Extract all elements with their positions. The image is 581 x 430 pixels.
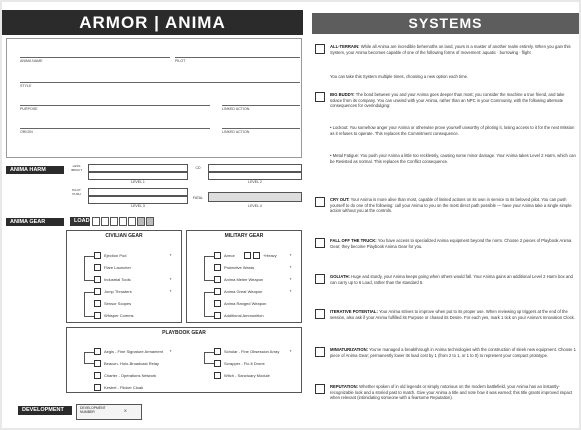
development-number-value[interactable]: X — [124, 408, 127, 413]
harm-box-2a[interactable] — [208, 164, 302, 172]
civilian-load-mark-1: ▪ — [170, 252, 172, 257]
load-box-2[interactable] — [101, 217, 109, 226]
system-miniaturization-text: You've managed a breakthrough in Anima technologies with the construction of sleek new equipment. Choose 1 piece of Anima Gear; permanently lower its load cost by 1 (from 2 to 1, or 1 to 0) to represent your compact prototype. — [330, 347, 576, 358]
military-check-1[interactable] — [214, 252, 221, 259]
playbook-right-check-1[interactable] — [214, 348, 221, 355]
military-check-3[interactable] — [214, 276, 221, 283]
system-big-buddy-fatigue — [330, 153, 576, 164]
less-impact-label: LESS IMPACT — [70, 164, 83, 172]
military-item-4: Anima Great Weapon — [224, 289, 263, 294]
civilian-load-mark-3: ▪ — [170, 288, 172, 293]
purpose-label: PURPOSE — [20, 107, 38, 111]
civilian-check-6[interactable] — [94, 312, 101, 319]
fatal-label: FATAL — [192, 196, 204, 200]
playbook-right-check-3[interactable] — [214, 372, 221, 379]
load-box-3[interactable] — [110, 217, 118, 226]
system-big-buddy — [330, 92, 576, 109]
civilian-item-5: Sensor Scopes — [104, 301, 132, 306]
harm-box-2b[interactable] — [208, 172, 302, 180]
harm-box-4[interactable] — [208, 192, 302, 202]
system-check-miniaturization[interactable] — [315, 347, 325, 357]
systems-title: SYSTEMS — [312, 13, 579, 34]
system-big-buddy-lockout-text: • Lockout: You somehow anger your Anima or otherwise prove yourself unworthy of piloting it, losing access to it for the next Mission as it refuses to operate. This replaces the Commitment consequence. — [330, 125, 575, 136]
system-reputation-text: Whether spoken of in old legends or simply notorious on the modern battlefield, your Anima has an instantly-recognizable look and a storied past to match. Give your Anima a title and note how it was earned; this title grants improved impact when relevant (intimidating someone with a fearsome Reputation). — [330, 384, 573, 400]
harm-box-3b[interactable] — [88, 196, 188, 204]
harm-level-4: LEVEL 4 — [248, 204, 262, 208]
system-cry-out — [330, 197, 576, 214]
civilian-check-4[interactable] — [94, 288, 101, 295]
civilian-item-1: Ejection Pod — [104, 253, 127, 258]
harm-level-2: LEVEL 2 — [248, 180, 262, 184]
system-fall-off-the-truck-text: You have access to specialized Anima equipment beyond the norm. Choose 2 pieces of Playbook Anima Gear; they become Playbook Anima Gear for you. — [330, 238, 572, 249]
system-all-terrain — [330, 44, 576, 55]
system-check-all-terrain[interactable] — [315, 44, 325, 54]
harm-level-1: LEVEL 1 — [131, 180, 145, 184]
system-check-big-buddy[interactable] — [315, 92, 325, 102]
playbook-left-item-2: Beacon- Holo-Broadcast Relay — [104, 361, 159, 366]
military-load-mark-4: ▪ — [290, 288, 292, 293]
load-box-4[interactable] — [119, 217, 127, 226]
military-item-1: Armor — [224, 253, 235, 258]
system-reputation-name: REPUTATION: — [330, 384, 358, 389]
system-check-cry-out[interactable] — [315, 197, 325, 207]
anima-gear-header: ANIMA GEAR — [6, 218, 64, 226]
military-gear-heading: MILITARY GEAR — [224, 233, 264, 239]
identity-panel — [6, 38, 302, 158]
playbook-right-item-2: Scrapper - Fix-It Drone — [224, 361, 265, 366]
system-cry-out-name: CRY OUT: — [330, 197, 350, 202]
civilian-check-1[interactable] — [94, 252, 101, 259]
system-goliath — [330, 274, 576, 285]
playbook-left-item-4: Kestrel - Flicker Cloak — [104, 385, 144, 390]
playbook-right-item-3: Witch - Sanctuary Module — [224, 373, 270, 378]
civilian-link-bracket-2 — [84, 292, 94, 317]
load-label: LOAD — [70, 217, 90, 226]
military-check-5[interactable] — [214, 300, 221, 307]
armor-heavy-check-2[interactable] — [253, 252, 260, 259]
playbook-left-check-1[interactable] — [94, 348, 101, 355]
military-item-6: Additional Ammunition — [224, 313, 264, 318]
harm-level-3: LEVEL 3 — [131, 204, 145, 208]
origin-label: ORIGIN — [20, 130, 33, 134]
civilian-item-2: Flare Launcher — [104, 265, 131, 270]
harm-box-3a[interactable] — [88, 188, 188, 196]
system-iterative-potential — [330, 309, 576, 320]
armor-heavy-label: +Heavy — [263, 253, 277, 258]
system-check-goliath[interactable] — [315, 274, 325, 284]
system-iterative-potential-text: Your Anima strives to improve when put to its proper use. When reviewing xp triggers at the end of the session, also ask if your Anima fulfilled its Purpose or chased its Desire. For each yes, mark 1 tick on your Anima's Innovation Clock. — [330, 309, 575, 320]
anima-name-label: ANIMA NAME — [20, 59, 43, 63]
civilian-check-2[interactable] — [94, 264, 101, 271]
system-miniaturization-name: MINIATURIZATION: — [330, 347, 368, 352]
civilian-item-3: Industrial Tools — [104, 277, 131, 282]
system-big-buddy-text: The bond between you and your Anima goes deeper than most; you consider the machine a true friend, and take solace from its company. You can unwind with your Anima, rather than an NPC in your Community, with the following alternate consequences for overindulging: — [330, 92, 565, 108]
military-item-3: Anima Melee Weapon — [224, 277, 264, 282]
system-all-terrain-text: While all Anima are incredible behemoths on land, yours is a master of another realm entirely. When you gain this System, your Anima becomes capable of one of the following forms of movement: aquatic · burrowing · flight — [330, 44, 571, 55]
playbook-load-mark-2: ▪ — [290, 348, 292, 353]
civilian-link-bracket-1 — [84, 256, 94, 281]
playbook-left-item-1: Aegis - Fine Signature Armament — [104, 349, 163, 354]
military-check-2[interactable] — [214, 264, 221, 271]
system-reputation — [330, 384, 576, 401]
playbook-link-bracket-1 — [84, 352, 94, 364]
system-check-iterative-potential[interactable] — [315, 309, 325, 319]
system-iterative-potential-name: ITERATIVE POTENTIAL: — [330, 309, 378, 314]
military-check-6[interactable] — [214, 312, 221, 319]
cd-label: CD — [195, 166, 201, 170]
playbook-gear-heading: PLAYBOOK GEAR — [162, 330, 206, 336]
system-check-reputation[interactable] — [315, 384, 325, 394]
pilot-push-label: PILOT PUSH — [72, 188, 81, 196]
system-big-buddy-lockout — [330, 125, 576, 136]
system-all-terrain-note — [330, 74, 576, 80]
style-label: STYLE — [20, 84, 32, 88]
military-check-4[interactable] — [214, 288, 221, 295]
civilian-gear-heading: CIVILIAN GEAR — [105, 233, 143, 239]
military-load-mark-3: ▪ — [290, 276, 292, 281]
system-big-buddy-fatigue-text: • Metal Fatigue: You push your Anima a little too recklessly, causing some minor damage. Your Anima takes Level 2 Harm, which can be Resisted as normal. This replaces the Conflict consequence. — [330, 153, 576, 164]
system-check-fall-off-the-truck[interactable] — [315, 238, 325, 248]
playbook-left-check-2[interactable] — [94, 360, 101, 367]
system-all-terrain-name: ALL-TERRAIN: — [330, 44, 360, 49]
load-box-5[interactable] — [128, 217, 136, 226]
linked-action-label-2: LINKED ACTION — [222, 130, 250, 134]
military-load-mark-1: ▪ — [290, 252, 292, 257]
development-number-label: DEVELOPMENT NUMBER — [80, 406, 106, 414]
playbook-link-bracket-2 — [204, 352, 214, 364]
civilian-check-3[interactable] — [94, 276, 101, 283]
civilian-load-mark-2: ▪ — [170, 276, 172, 281]
load-box-6[interactable] — [137, 217, 145, 226]
playbook-left-check-3[interactable] — [94, 372, 101, 379]
civilian-check-5[interactable] — [94, 300, 101, 307]
system-cry-out-text: Your Anima is more alive than most, capable of limited actions on its own in service to its beloved pilot. You can push yourself to do one of the following: call your Anima to you on the most direct path possible — have your Anima take a single simple action without you at the controls. — [330, 197, 572, 213]
system-fall-off-the-truck-name: FALL OFF THE TRUCK: — [330, 238, 377, 243]
playbook-left-item-3: Charter - Operations Network — [104, 373, 157, 378]
system-big-buddy-name: BIG BUDDY: — [330, 92, 355, 97]
armor-heavy-check-1[interactable] — [244, 252, 251, 259]
military-item-2: Protective Wards — [224, 265, 255, 270]
load-box-7[interactable] — [146, 217, 154, 226]
harm-box-1b[interactable] — [88, 172, 188, 180]
load-box-1[interactable] — [92, 217, 100, 226]
playbook-right-item-1: Scholar - Fine Obsession Array — [224, 349, 280, 354]
system-all-terrain-note-text: You can take this System multiple times, choosing a new option each time. — [330, 74, 469, 79]
military-item-5: Anima Ranged Weapon — [224, 301, 267, 306]
development-header: DEVELOPMENT — [18, 406, 72, 415]
civilian-item-4: Jump Thrusters — [104, 289, 132, 294]
anima-harm-header: ANIMA HARM — [6, 166, 64, 174]
linked-action-label-1: LINKED ACTION — [222, 107, 250, 111]
playbook-load-mark-1: ▪ — [170, 348, 172, 353]
system-goliath-name: GOLIATH: — [330, 274, 350, 279]
sheet-title: ARMOR | ANIMA — [2, 10, 303, 35]
playbook-left-check-4[interactable] — [94, 384, 101, 391]
pilot-label: PILOT — [175, 59, 186, 63]
harm-box-1a[interactable] — [88, 164, 188, 172]
military-link-bracket-1 — [204, 256, 214, 281]
playbook-right-check-2[interactable] — [214, 360, 221, 367]
system-goliath-text: Huge and sturdy, your Anima keeps going when others would fall. Your Anima gains an additional Level 2 Harm box and can carry up to 6 Load, rather than the standard 5. — [330, 274, 573, 285]
system-miniaturization — [330, 347, 576, 358]
system-fall-off-the-truck — [330, 238, 576, 249]
civilian-item-6: Whisper Comms — [104, 313, 134, 318]
military-load-mark-2: ▪ — [290, 264, 292, 269]
military-link-bracket-2 — [204, 292, 214, 317]
